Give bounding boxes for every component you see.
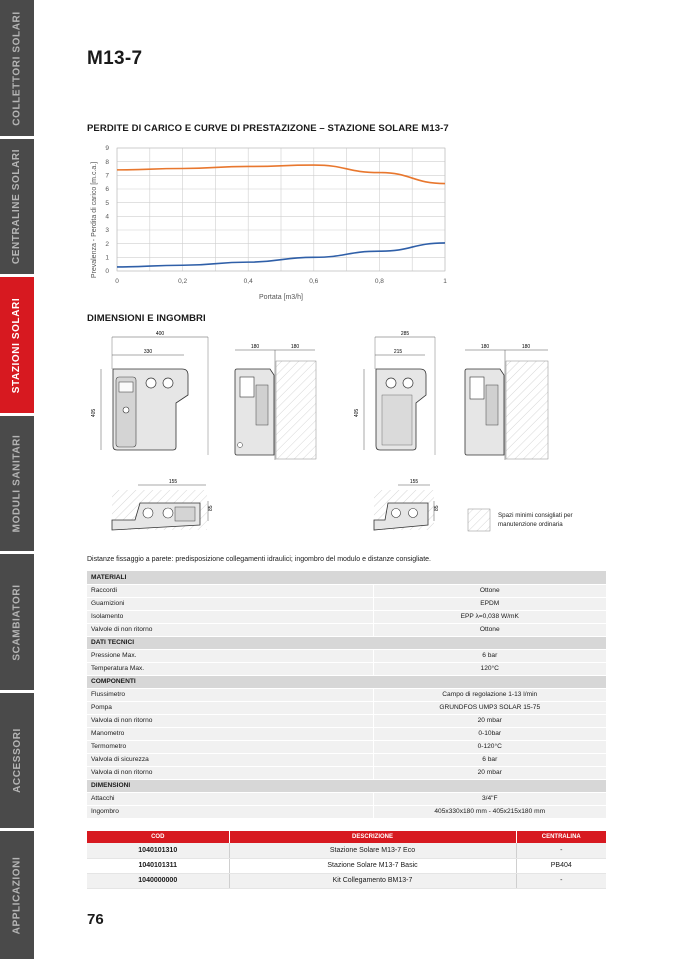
legend-line-1: Spazi minimi consigliati per (498, 512, 573, 519)
dim-405-b: 405 (354, 408, 360, 418)
dim-180-c: 180 (480, 344, 490, 350)
spec-value: 120°C (373, 662, 606, 675)
col-descrizione: DESCRIZIONE (229, 831, 516, 843)
spec-label: Manometro (87, 727, 373, 740)
spec-section-label: DATI TECNICI (87, 636, 606, 649)
y-tick-label: 9 (105, 145, 109, 153)
spec-section-header (87, 675, 606, 688)
y-tick-label: 5 (105, 199, 109, 207)
sidebar-tab-stazioni-solari[interactable]: STAZIONI SOLARI (0, 277, 34, 413)
dimension-drawings (80, 325, 600, 550)
dim-85-b: 85 (434, 505, 440, 511)
dim-285: 285 (400, 331, 410, 337)
spec-label: Guarnizioni (87, 597, 373, 610)
dim-405: 405 (91, 408, 97, 418)
legend-swatch (468, 509, 490, 531)
spec-label: Valvola di sicurezza (87, 753, 373, 766)
spec-row (87, 701, 606, 714)
dimensions-section-title: DIMENSIONI E INGOMBRI (87, 313, 206, 324)
spec-row (87, 727, 606, 740)
sidebar-tab-centraline-solari[interactable]: CENTRALINE SOLARI (0, 139, 34, 274)
dim-215: 215 (393, 349, 403, 355)
x-tick-label: 0,2 (178, 278, 188, 285)
page-title: M13-7 (87, 48, 143, 69)
y-tick-label: 0 (105, 268, 109, 276)
sidebar-tab-moduli-sanitari[interactable]: MODULI SANITARI (0, 416, 34, 551)
top-view-small (374, 479, 440, 530)
y-tick-label: 8 (105, 158, 109, 166)
spec-label: Valvola di non ritorno (87, 714, 373, 727)
chart-section-title: PERDITE DI CARICO E CURVE DI PRESTAZIZONE – STAZIONE SOLARE M13-7 (87, 123, 449, 134)
spec-section-label: COMPONENTI (87, 675, 606, 688)
spec-row (87, 805, 606, 818)
sidebar-tab-accessori[interactable]: ACCESSORI (0, 693, 34, 828)
spec-label: Valvole di non ritorno (87, 623, 373, 636)
col-centralina: CENTRALINA (516, 831, 606, 843)
table-row (87, 873, 606, 888)
dim-180-a: 180 (250, 344, 260, 350)
dim-180-b: 180 (290, 344, 300, 350)
spec-row (87, 649, 606, 662)
spec-value: GRUNDFOS UMP3 SOLAR 15-75 (373, 701, 606, 714)
centralina-cell: - (516, 843, 606, 858)
spec-value: 6 bar (373, 753, 606, 766)
y-tick-label: 6 (105, 186, 109, 194)
x-tick-label: 0,8 (374, 278, 384, 285)
cod-cell: 1040101310 (87, 843, 229, 858)
spec-value: Campo di regolazione 1-13 l/min (373, 688, 606, 701)
descrizione-cell: Kit Collegamento BM13-7 (229, 873, 516, 888)
spec-value: 0-120°C (373, 740, 606, 753)
spec-row (87, 584, 606, 597)
spec-label: Termometro (87, 740, 373, 753)
performance-chart (80, 140, 460, 305)
spec-label: Raccordi (87, 584, 373, 597)
spec-label: Attacchi (87, 792, 373, 805)
sidebar-tab-scambiatori[interactable]: SCAMBIATORI (0, 554, 34, 690)
spec-value: 20 mbar (373, 766, 606, 779)
chart-y-label: Prevalenza - Perdita di carico [m.c.a.] (91, 161, 98, 279)
spec-section-header (87, 571, 606, 584)
spec-value: 20 mbar (373, 714, 606, 727)
y-tick-label: 1 (105, 254, 109, 262)
x-tick-label: 0,6 (309, 278, 319, 285)
spec-row (87, 740, 606, 753)
col-cod: COD (87, 831, 229, 843)
cod-cell: 1040000000 (87, 873, 229, 888)
y-tick-label: 4 (105, 213, 109, 221)
side-view-small (465, 344, 548, 460)
spec-value: 3/4"F (373, 792, 606, 805)
spec-row (87, 662, 606, 675)
dim-400: 400 (155, 331, 165, 337)
y-tick-label: 7 (105, 172, 109, 180)
spec-section-header (87, 779, 606, 792)
spec-label: Temperatura Max. (87, 662, 373, 675)
dim-155-a: 155 (168, 479, 178, 485)
y-tick-label: 2 (105, 240, 109, 248)
x-tick-label: 0,4 (243, 278, 253, 285)
spec-row (87, 597, 606, 610)
descrizione-cell: Stazione Solare M13-7 Basic (229, 858, 516, 873)
maintenance-legend (468, 509, 573, 531)
top-view-large (112, 479, 214, 530)
dim-85-a: 85 (208, 505, 214, 511)
side-view-large (235, 344, 316, 460)
spec-value: 405x330x180 mm - 405x215x180 mm (373, 805, 606, 818)
spec-label: Pressione Max. (87, 649, 373, 662)
spec-section-label: DIMENSIONI (87, 779, 606, 792)
spec-label: Flussimetro (87, 688, 373, 701)
spec-section-header (87, 636, 606, 649)
front-view-large (91, 331, 208, 455)
descrizione-cell: Stazione Solare M13-7 Eco (229, 843, 516, 858)
chart-x-ticks (115, 278, 447, 285)
spec-row (87, 753, 606, 766)
spec-row (87, 623, 606, 636)
legend-line-2: manutenzione ordinaria (498, 521, 563, 528)
spec-section-label: MATERIALI (87, 571, 606, 584)
spec-value: EPP λ=0,038 W/mK (373, 610, 606, 623)
dim-155-b: 155 (409, 479, 419, 485)
page-number: 76 (87, 911, 104, 928)
dim-330: 330 (143, 349, 153, 355)
spec-row (87, 792, 606, 805)
y-tick-label: 3 (105, 227, 109, 235)
spec-label: Isolamento (87, 610, 373, 623)
centralina-cell: - (516, 873, 606, 888)
front-view-small (354, 331, 435, 455)
sidebar-tab-applicazioni[interactable]: APPLICAZIONI (0, 831, 34, 959)
spec-value: EPDM (373, 597, 606, 610)
spec-row (87, 688, 606, 701)
spec-row (87, 766, 606, 779)
spec-table (87, 571, 606, 819)
mounting-note: Distanze fissaggio a parete: predisposizione collegamenti idraulici; ingombro del modulo e distanze consigliate. (87, 556, 431, 563)
table-row (87, 858, 606, 873)
cod-cell: 1040101311 (87, 858, 229, 873)
product-table (87, 831, 606, 889)
table-row (87, 843, 606, 858)
spec-label: Ingombro (87, 805, 373, 818)
dim-180-d: 180 (521, 344, 531, 350)
chart-x-label: Portata [m3/h] (259, 294, 303, 301)
x-tick-label: 0 (115, 278, 119, 285)
spec-value: 0-10bar (373, 727, 606, 740)
sidebar (0, 0, 34, 959)
spec-label: Valvola di non ritorno (87, 766, 373, 779)
centralina-cell: PB404 (516, 858, 606, 873)
x-tick-label: 1 (443, 278, 447, 285)
spec-value: Ottone (373, 584, 606, 597)
spec-value: Ottone (373, 623, 606, 636)
spec-row (87, 610, 606, 623)
spec-value: 6 bar (373, 649, 606, 662)
spec-label: Pompa (87, 701, 373, 714)
sidebar-tab-collettori-solari[interactable]: COLLETTORI SOLARI (0, 0, 34, 136)
spec-row (87, 714, 606, 727)
chart-y-ticks (105, 145, 109, 275)
